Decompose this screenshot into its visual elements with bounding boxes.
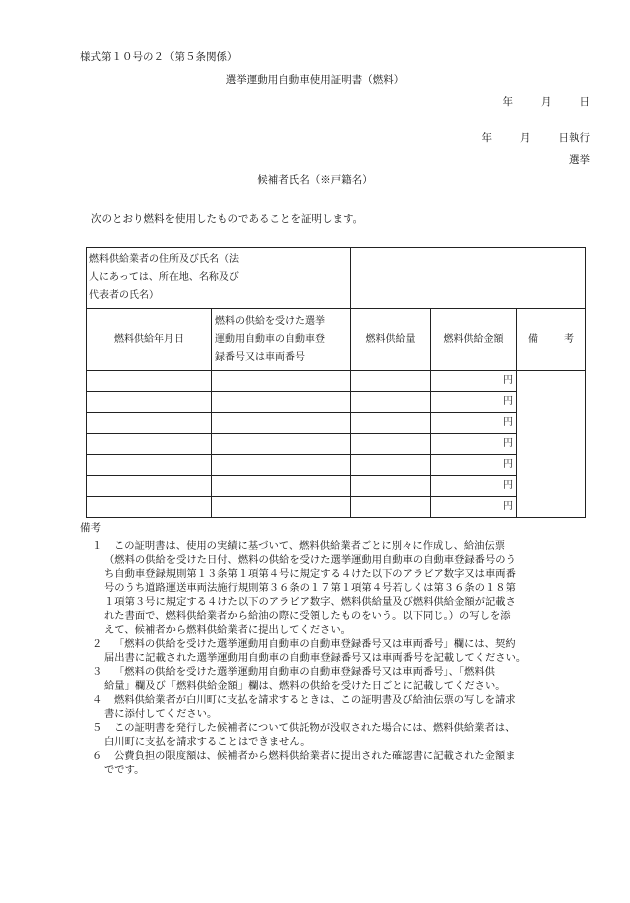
certification-statement: 次のとおり燃料を使用したものであることを証明します。 [91,213,364,225]
date-cell[interactable] [87,476,212,497]
issue-day: 日 [579,96,590,108]
election-date [482,130,591,145]
quantity-cell[interactable] [351,497,431,518]
note-line: 公費負担の限度額は、候補者から燃料供給業者に提出された確認書に記載された金額ま [114,750,516,762]
quantity-cell[interactable] [351,455,431,476]
fuel-usage-table [86,247,586,518]
date-cell[interactable] [87,455,212,476]
note-number: １ [92,540,103,552]
table-row [87,392,586,413]
quantity-cell[interactable] [351,371,431,392]
note-line: 給量」欄及び「燃料供給金額」欄は、燃料の供給を受けた日ごとに記載してください。 [104,680,506,692]
note-line: 燃料供給業者が白川町に支払を請求するときは、この証明書及び給油伝票の写しを請求 [114,694,516,706]
table-row [87,413,586,434]
date-cell[interactable] [87,497,212,518]
table-row [87,497,586,518]
note-item [86,749,601,777]
supplier-row [87,248,586,309]
supplier-label-line: 人にあっては、所在地、名称及び [89,272,239,283]
note-line: この証明書を発行した候補者について供託物が没収された場合には、燃料供給業者は、 [114,722,516,734]
candidate-name-label: 候補者氏名（※戸籍名） [257,174,373,186]
header-vehicle-line: 録番号又は車両番号 [215,351,305,363]
notes-title: 備考 [80,522,101,534]
yen-unit: 円 [503,501,513,512]
supplier-label-line: 代表者の氏名） [89,290,159,301]
note-item [86,721,601,749]
header-remarks [517,309,586,371]
note-number: ２ [92,638,103,650]
note-number: ３ [92,666,103,678]
note-item [86,539,601,637]
quantity-cell[interactable] [351,476,431,497]
vehicle-cell[interactable] [212,476,351,497]
note-item [86,693,601,721]
supplier-label-line: 燃料供給業者の住所及び氏名（法 [89,254,239,265]
yen-unit: 円 [503,480,513,491]
vehicle-cell[interactable] [212,497,351,518]
form-number: 様式第１０号の２（第５条関係） [80,51,238,63]
note-line: 白川町に支払を請求することはできません。 [104,736,311,748]
note-line: 「燃料の供給を受けた選挙運動用自動車の自動車登録番号又は車両番号」欄には、契約 [114,638,516,650]
date-cell[interactable] [87,392,212,413]
header-quantity: 燃料供給量 [351,309,431,371]
amount-cell[interactable] [431,371,517,392]
note-line: 書に添付してください。 [104,708,218,720]
amount-cell[interactable] [431,497,517,518]
quantity-cell[interactable] [351,413,431,434]
supplier-value-cell[interactable] [351,248,586,309]
election-month: 月 [520,132,531,144]
amount-cell[interactable] [431,413,517,434]
issue-year: 年 [502,96,513,108]
supplier-label-cell [87,248,351,309]
vehicle-cell[interactable] [212,434,351,455]
quantity-cell[interactable] [351,392,431,413]
election-label: 選挙 [569,154,590,166]
vehicle-cell[interactable] [212,413,351,434]
document-title: 選挙運動用自動車使用証明書（燃料） [225,74,405,86]
vehicle-cell[interactable] [212,455,351,476]
header-vehicle-line: 運動用自動車の自動車登 [215,333,325,345]
date-cell[interactable] [87,434,212,455]
note-line: れた書面で、燃料供給業者から給油の際に受領したものをいう。以下同じ。）の写しを添 [104,610,511,622]
date-cell[interactable] [87,371,212,392]
note-line: ち自動車登録規則第１３条第１項第４号に規定する４けた以下のアラビア数字又は車両番 [104,568,516,580]
yen-unit: 円 [503,459,513,470]
header-amount: 燃料供給金額 [431,309,517,371]
note-number: ６ [92,750,103,762]
note-line: 届出書に記載された選挙運動用自動車の自動車登録番号又は車両番号を記載してください。 [104,652,527,664]
table-row [87,476,586,497]
table-row [87,434,586,455]
header-vehicle [212,309,351,371]
amount-cell[interactable] [431,476,517,497]
remarks-char-1: 備 [528,333,538,345]
note-number: ４ [92,694,103,706]
note-line: （燃料の供給を受けた日付、燃料の供給を受けた選挙運動用自動車の自動車登録番号のう [104,554,516,566]
header-date: 燃料供給年月日 [87,309,212,371]
note-line: えて、候補者から燃料供給業者に提出してください。 [104,624,351,636]
header-row [87,309,586,371]
header-vehicle-line: 燃料の供給を受けた選挙 [215,315,325,327]
issue-month: 月 [541,96,552,108]
vehicle-cell[interactable] [212,371,351,392]
note-line: この証明書は、使用の実績に基づいて、燃料供給業者ごとに別々に作成し、給油伝票 [114,540,506,552]
quantity-cell[interactable] [351,434,431,455]
note-number: ５ [92,722,103,734]
date-cell[interactable] [87,413,212,434]
issue-date [503,94,591,109]
note-line: １項第３号に規定する４けた以下のアラビア数字、燃料供給量及び燃料供給金額が記載さ [104,596,516,608]
notes-list [86,539,601,777]
yen-unit: 円 [503,396,513,407]
amount-cell[interactable] [431,434,517,455]
election-day: 日執行 [558,132,590,144]
yen-unit: 円 [503,375,513,386]
note-line: でです。 [104,764,145,776]
yen-unit: 円 [503,417,513,428]
note-item [86,637,601,665]
vehicle-cell[interactable] [212,392,351,413]
note-line: 「燃料の供給を受けた選挙運動用自動車の自動車登録番号又は車両番号」、「燃料供 [114,666,495,678]
table-row [87,371,586,392]
note-line: 号のうち道路運送車両法施行規則第３６条の１７第１項第４号若しくは第３６条の１８第 [104,582,516,594]
remarks-char-2: 考 [564,333,574,345]
amount-cell[interactable] [431,392,517,413]
amount-cell[interactable] [431,455,517,476]
remarks-cell[interactable] [517,371,586,518]
note-item [86,665,601,693]
election-year: 年 [481,132,492,144]
table-row [87,455,586,476]
yen-unit: 円 [503,438,513,449]
